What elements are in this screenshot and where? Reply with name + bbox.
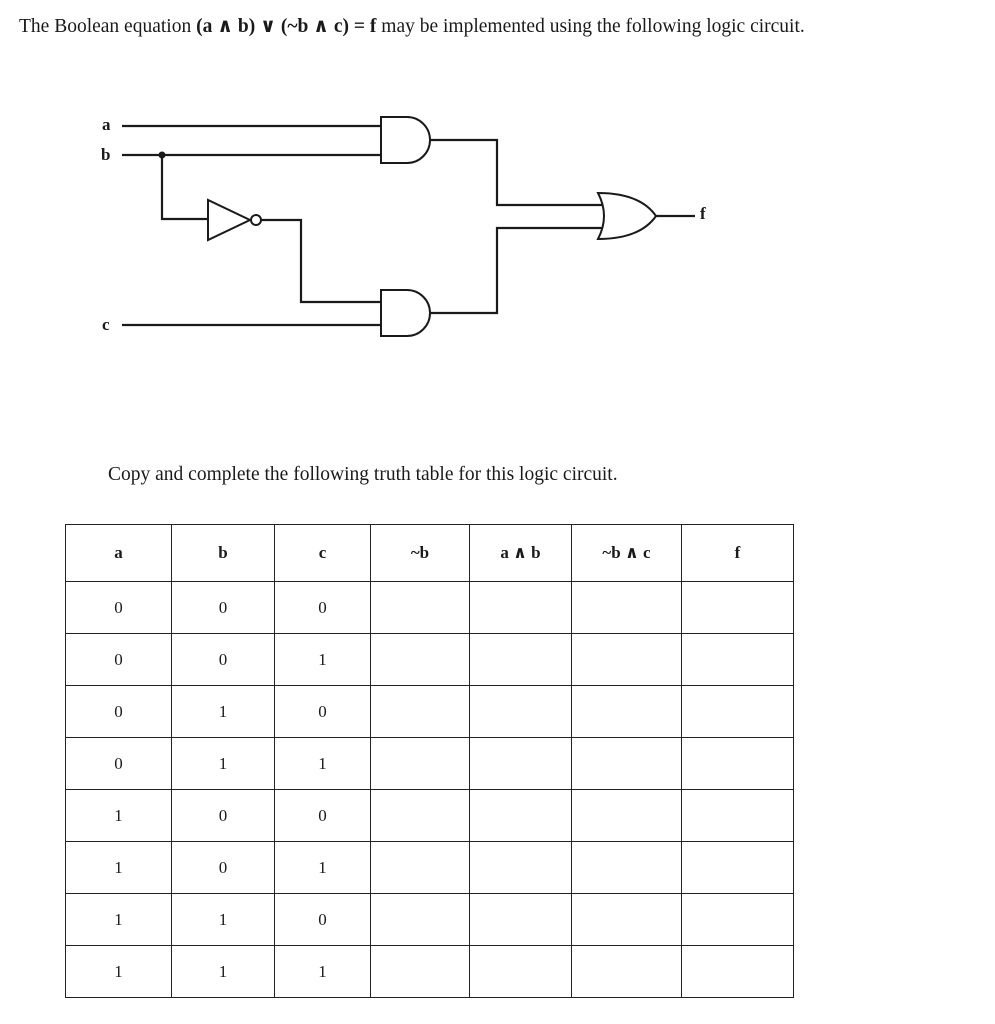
logic-circuit-diagram <box>0 0 995 400</box>
cell-not-b-and-c[interactable] <box>572 790 682 842</box>
cell-f[interactable] <box>682 738 794 790</box>
input-label-b: b <box>101 145 111 164</box>
header-f: f <box>682 525 794 582</box>
cell-not-b-and-c[interactable] <box>572 946 682 998</box>
cell-f[interactable] <box>682 842 794 894</box>
cell-not-b[interactable] <box>371 582 470 634</box>
cell-not-b-and-c[interactable] <box>572 894 682 946</box>
table-row <box>66 634 794 686</box>
wire-notb-and-c <box>430 228 612 313</box>
table-row <box>66 738 794 790</box>
cell-b: 1 <box>172 738 275 790</box>
cell-c: 0 <box>275 582 371 634</box>
cell-c: 0 <box>275 790 371 842</box>
cell-a-and-b[interactable] <box>470 686 572 738</box>
cell-not-b-and-c[interactable] <box>572 634 682 686</box>
cell-not-b[interactable] <box>371 686 470 738</box>
and-gate-top <box>381 117 430 163</box>
intro-suffix: may be implemented using the following logic circuit. <box>381 16 805 37</box>
cell-not-b-and-c[interactable] <box>572 582 682 634</box>
header-not-b-and-c: ~b ∧ c <box>572 525 682 582</box>
header-b: b <box>172 525 275 582</box>
cell-a-and-b[interactable] <box>470 738 572 790</box>
cell-f[interactable] <box>682 946 794 998</box>
or-gate <box>598 193 656 239</box>
cell-not-b[interactable] <box>371 894 470 946</box>
cell-a: 0 <box>66 686 172 738</box>
table-row <box>66 686 794 738</box>
cell-b: 0 <box>172 634 275 686</box>
cell-a-and-b[interactable] <box>470 790 572 842</box>
cell-a-and-b[interactable] <box>470 946 572 998</box>
cell-a: 1 <box>66 946 172 998</box>
header-not-b: ~b <box>371 525 470 582</box>
table-header-row <box>66 525 794 582</box>
wire-not-b <box>261 220 381 302</box>
and-gate-bottom <box>381 290 430 336</box>
input-label-c: c <box>102 315 110 334</box>
input-label-a: a <box>102 115 111 134</box>
cell-a-and-b[interactable] <box>470 582 572 634</box>
output-label-f: f <box>700 204 706 223</box>
cell-not-b-and-c[interactable] <box>572 842 682 894</box>
table-row <box>66 946 794 998</box>
cell-not-b[interactable] <box>371 634 470 686</box>
cell-a-and-b[interactable] <box>470 894 572 946</box>
intro-prefix: The Boolean equation <box>19 16 192 37</box>
cell-a-and-b[interactable] <box>470 842 572 894</box>
cell-c: 1 <box>275 738 371 790</box>
cell-a: 1 <box>66 842 172 894</box>
cell-b: 1 <box>172 946 275 998</box>
cell-c: 0 <box>275 686 371 738</box>
cell-c: 0 <box>275 894 371 946</box>
cell-b: 0 <box>172 842 275 894</box>
cell-f[interactable] <box>682 790 794 842</box>
table-row <box>66 842 794 894</box>
cell-b: 1 <box>172 686 275 738</box>
cell-f[interactable] <box>682 634 794 686</box>
cell-b: 0 <box>172 582 275 634</box>
cell-not-b-and-c[interactable] <box>572 686 682 738</box>
cell-a-and-b[interactable] <box>470 634 572 686</box>
table-row <box>66 894 794 946</box>
cell-f[interactable] <box>682 582 794 634</box>
table-row <box>66 790 794 842</box>
header-a: a <box>66 525 172 582</box>
cell-b: 0 <box>172 790 275 842</box>
header-c: c <box>275 525 371 582</box>
cell-not-b-and-c[interactable] <box>572 738 682 790</box>
instruction-text: Copy and complete the following truth table for this logic circuit. <box>108 464 618 485</box>
table-body <box>66 582 794 998</box>
table-row <box>66 582 794 634</box>
not-gate-bubble <box>251 215 261 225</box>
cell-c: 1 <box>275 634 371 686</box>
cell-c: 1 <box>275 842 371 894</box>
header-a-and-b: a ∧ b <box>470 525 572 582</box>
cell-c: 1 <box>275 946 371 998</box>
cell-not-b[interactable] <box>371 738 470 790</box>
cell-a: 1 <box>66 790 172 842</box>
boolean-equation: (a ∧ b) ∨ (~b ∧ c) = f <box>196 16 377 37</box>
cell-a: 0 <box>66 634 172 686</box>
cell-not-b[interactable] <box>371 790 470 842</box>
cell-b: 1 <box>172 894 275 946</box>
cell-not-b[interactable] <box>371 946 470 998</box>
wire-b-branch <box>162 155 208 219</box>
cell-a: 0 <box>66 582 172 634</box>
not-gate <box>208 200 250 240</box>
cell-not-b[interactable] <box>371 842 470 894</box>
cell-a: 1 <box>66 894 172 946</box>
cell-a: 0 <box>66 738 172 790</box>
cell-f[interactable] <box>682 686 794 738</box>
cell-f[interactable] <box>682 894 794 946</box>
wire-a-and-b <box>430 140 612 205</box>
truth-table <box>65 524 794 998</box>
